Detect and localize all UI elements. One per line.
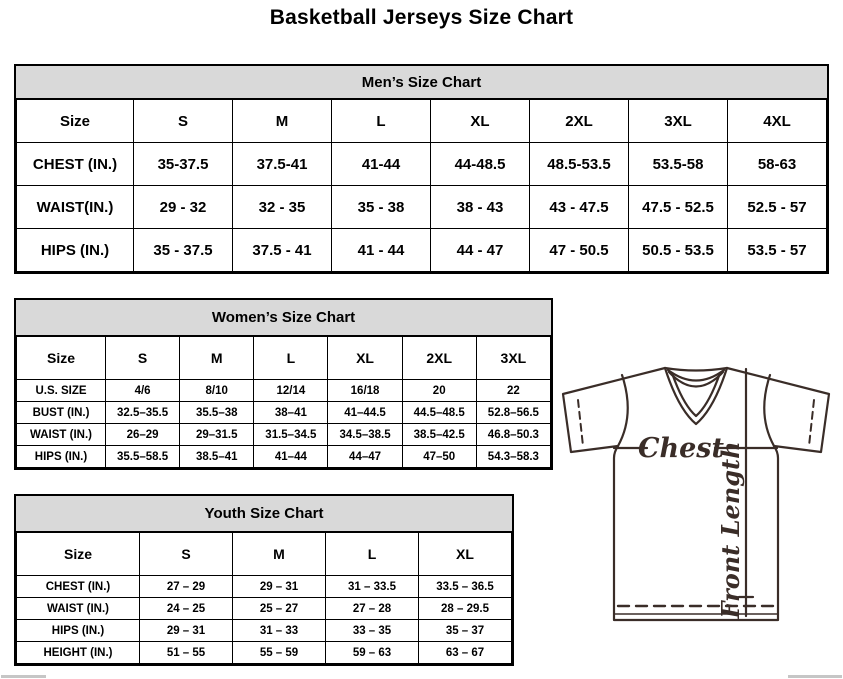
value-cell: 35 - 38	[332, 186, 431, 229]
mens-table	[16, 99, 827, 272]
table-row	[17, 380, 551, 402]
value-cell: 43 - 47.5	[530, 186, 629, 229]
value-cell: 41–44.5	[328, 402, 402, 424]
value-cell: 32.5–35.5	[106, 402, 180, 424]
measurement-label: HIPS (IN.)	[17, 229, 134, 272]
table-row	[17, 229, 827, 272]
value-cell: 4/6	[106, 380, 180, 402]
youth-chart-title: Youth Size Chart	[16, 496, 512, 532]
value-cell: 38–41	[254, 402, 328, 424]
value-cell: 38.5–41	[180, 446, 254, 468]
value-cell: 35-37.5	[134, 143, 233, 186]
size-corner-cell: Size	[17, 337, 106, 380]
value-cell: 44–47	[328, 446, 402, 468]
size-column-header: XL	[419, 533, 512, 576]
value-cell: 58-63	[728, 143, 827, 186]
value-cell: 35.5–38	[180, 402, 254, 424]
size-corner-cell: Size	[17, 100, 134, 143]
value-cell: 20	[402, 380, 476, 402]
value-cell: 27 – 28	[326, 598, 419, 620]
value-cell: 35 - 37.5	[134, 229, 233, 272]
value-cell: 44-48.5	[431, 143, 530, 186]
size-column-header: 4XL	[728, 100, 827, 143]
value-cell: 32 - 35	[233, 186, 332, 229]
size-header-row	[17, 100, 827, 143]
value-cell: 59 – 63	[326, 642, 419, 664]
size-column-header: M	[233, 533, 326, 576]
size-column-header: XL	[431, 100, 530, 143]
value-cell: 25 – 27	[233, 598, 326, 620]
scrollbar-fragment-right[interactable]	[788, 675, 842, 678]
value-cell: 55 – 59	[233, 642, 326, 664]
size-column-header: 3XL	[629, 100, 728, 143]
value-cell: 52.5 - 57	[728, 186, 827, 229]
size-column-header: 2XL	[530, 100, 629, 143]
table-row	[17, 642, 512, 664]
jersey-measurement-diagram	[556, 360, 840, 630]
womens-chart-title: Women’s Size Chart	[16, 300, 551, 336]
value-cell: 26–29	[106, 424, 180, 446]
table-row	[17, 576, 512, 598]
value-cell: 35 – 37	[419, 620, 512, 642]
value-cell: 31 – 33.5	[326, 576, 419, 598]
measurement-label: U.S. SIZE	[17, 380, 106, 402]
table-row	[17, 598, 512, 620]
youth-size-chart	[14, 494, 514, 666]
jersey-icon	[556, 360, 840, 630]
value-cell: 46.8–50.3	[476, 424, 550, 446]
measurement-label: WAIST (IN.)	[17, 598, 140, 620]
value-cell: 22	[476, 380, 550, 402]
size-column-header: M	[180, 337, 254, 380]
size-column-header: 3XL	[476, 337, 550, 380]
size-header-row	[17, 337, 551, 380]
value-cell: 16/18	[328, 380, 402, 402]
youth-table	[16, 532, 512, 664]
value-cell: 12/14	[254, 380, 328, 402]
size-column-header: L	[254, 337, 328, 380]
value-cell: 35.5–58.5	[106, 446, 180, 468]
chest-label: Chest	[638, 433, 724, 464]
size-header-row	[17, 533, 512, 576]
size-column-header: XL	[328, 337, 402, 380]
value-cell: 28 – 29.5	[419, 598, 512, 620]
measurement-label: HIPS (IN.)	[17, 446, 106, 468]
table-row	[17, 620, 512, 642]
table-row	[17, 424, 551, 446]
measurement-label: CHEST (IN.)	[17, 143, 134, 186]
size-column-header: L	[326, 533, 419, 576]
value-cell: 37.5 - 41	[233, 229, 332, 272]
value-cell: 34.5–38.5	[328, 424, 402, 446]
value-cell: 8/10	[180, 380, 254, 402]
value-cell: 24 – 25	[140, 598, 233, 620]
measurement-label: BUST (IN.)	[17, 402, 106, 424]
measurement-label: WAIST (IN.)	[17, 424, 106, 446]
value-cell: 33.5 – 36.5	[419, 576, 512, 598]
value-cell: 53.5 - 57	[728, 229, 827, 272]
size-column-header: 2XL	[402, 337, 476, 380]
value-cell: 38.5–42.5	[402, 424, 476, 446]
table-row	[17, 446, 551, 468]
measurement-label: HEIGHT (IN.)	[17, 642, 140, 664]
value-cell: 48.5-53.5	[530, 143, 629, 186]
value-cell: 53.5-58	[629, 143, 728, 186]
size-column-header: M	[233, 100, 332, 143]
table-row	[17, 186, 827, 229]
value-cell: 44.5–48.5	[402, 402, 476, 424]
size-corner-cell: Size	[17, 533, 140, 576]
size-column-header: S	[134, 100, 233, 143]
mens-size-chart	[14, 64, 829, 274]
value-cell: 37.5-41	[233, 143, 332, 186]
front-length-label: Front Length	[716, 441, 745, 619]
size-column-header: S	[106, 337, 180, 380]
size-column-header: L	[332, 100, 431, 143]
measurement-label: HIPS (IN.)	[17, 620, 140, 642]
value-cell: 51 – 55	[140, 642, 233, 664]
value-cell: 31 – 33	[233, 620, 326, 642]
size-column-header: S	[140, 533, 233, 576]
value-cell: 33 – 35	[326, 620, 419, 642]
value-cell: 47 - 50.5	[530, 229, 629, 272]
value-cell: 47.5 - 52.5	[629, 186, 728, 229]
measurement-label: CHEST (IN.)	[17, 576, 140, 598]
measurement-label: WAIST(IN.)	[17, 186, 134, 229]
scrollbar-fragment-left[interactable]	[1, 675, 46, 678]
value-cell: 41 - 44	[332, 229, 431, 272]
value-cell: 41–44	[254, 446, 328, 468]
value-cell: 44 - 47	[431, 229, 530, 272]
value-cell: 38 - 43	[431, 186, 530, 229]
page-title: Basketball Jerseys Size Chart	[269, 6, 574, 29]
value-cell: 29–31.5	[180, 424, 254, 446]
value-cell: 47–50	[402, 446, 476, 468]
table-row	[17, 143, 827, 186]
value-cell: 31.5–34.5	[254, 424, 328, 446]
value-cell: 63 – 67	[419, 642, 512, 664]
value-cell: 52.8–56.5	[476, 402, 550, 424]
value-cell: 27 – 29	[140, 576, 233, 598]
value-cell: 54.3–58.3	[476, 446, 550, 468]
value-cell: 41-44	[332, 143, 431, 186]
value-cell: 50.5 - 53.5	[629, 229, 728, 272]
womens-table	[16, 336, 551, 468]
value-cell: 29 – 31	[140, 620, 233, 642]
womens-size-chart	[14, 298, 553, 470]
value-cell: 29 - 32	[134, 186, 233, 229]
table-row	[17, 402, 551, 424]
value-cell: 29 – 31	[233, 576, 326, 598]
mens-chart-title: Men’s Size Chart	[16, 66, 827, 99]
